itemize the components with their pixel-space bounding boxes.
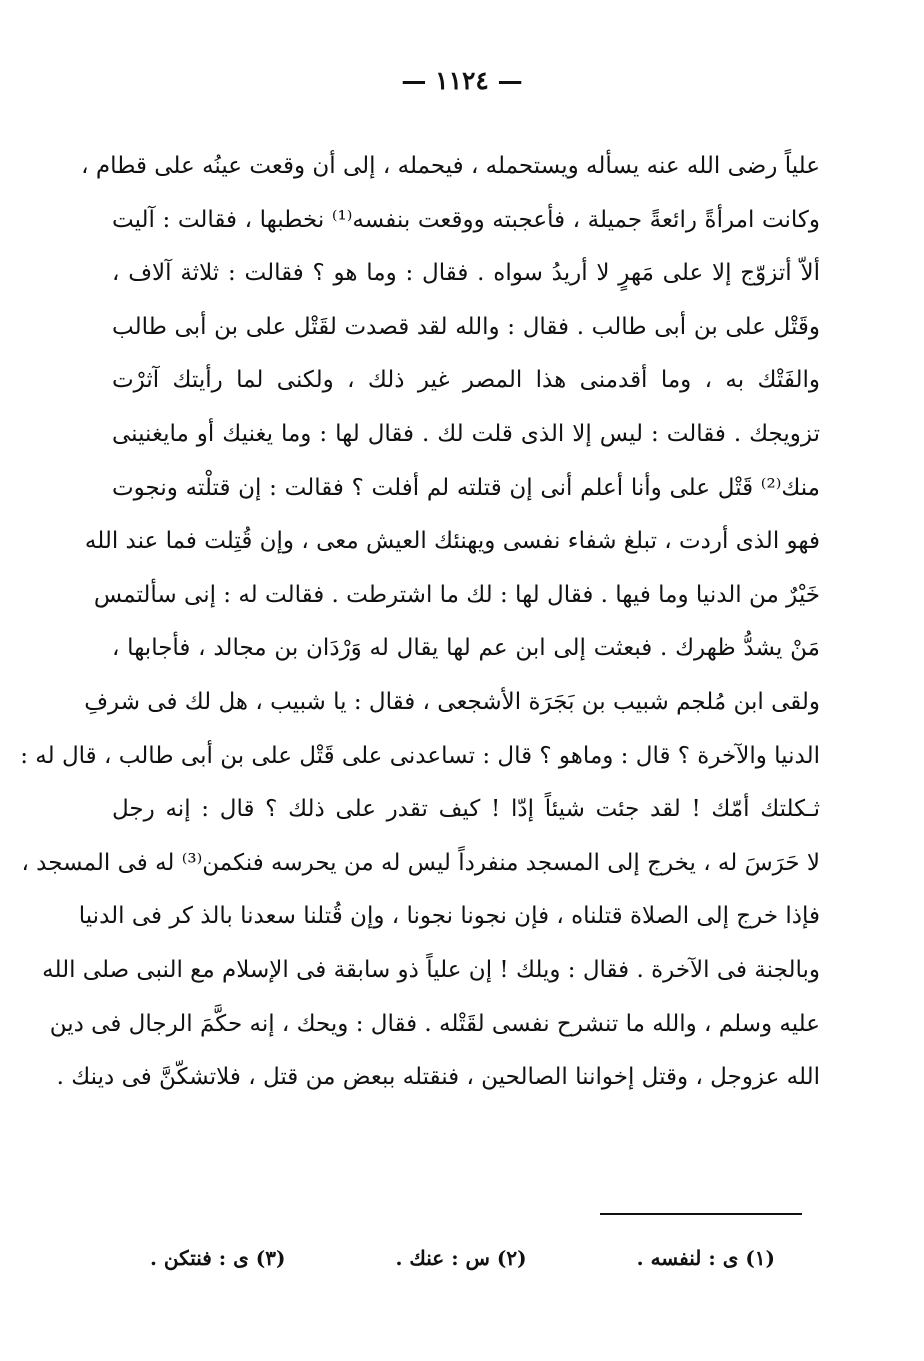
text-line: فهو الذى أردت ، تبلغ شفاء نفسى ويهنئك العيش معى ، وإن قُتِلت فما عند الله [84, 528, 820, 555]
text-line: الله عزوجل ، وقتل إخواننا الصالحين ، فنقتله ببعض من قتل ، فلاتشكّنَّ فى دينك . [56, 1064, 820, 1091]
footnotes [150, 1240, 775, 1276]
text-line: الدنيا والآخرة ؟ قال : وماهو ؟ قال : تساعدنى على قَتْل على بن أبى طالب ، قال له : [20, 742, 820, 769]
text-line: وبالجنة فى الآخرة . فقال : ويلك ! إن علياً ذو سابقة فى الإسلام مع النبى صلى الله [42, 956, 820, 983]
text-line: ألاّ أتزوّج إلا على مَهرٍ لا أريدُ سواه . فقال : وما هو ؟ فقالت : ثلاثة آلاف ، [112, 260, 820, 287]
text-line: فإذا خرج إلى الصلاة قتلناه ، فإن نجونا نجونا ، وإن قُتلنا سعدنا بالذ كر فى الدنيا [78, 903, 820, 930]
footnote-1: (١) ى : لنفسه . [636, 1246, 775, 1270]
text-line: والفَتْك به ، وما أقدمنى هذا المصر غير ذلك ، ولكنى لما رأيتك آثرْت [112, 367, 820, 394]
text-line: تزويجك . فقالت : ليس إلا الذى قلت لك . فقال لها : وما يغنيك أو مايغنينى [112, 420, 820, 447]
main-text [20, 140, 821, 1105]
footnote-3: (٣) ى : فنتكن . [150, 1246, 286, 1270]
page-number: — ١١٢٤ — [401, 66, 523, 95]
text-line: وكانت امرأةً رائعةً جميلة ، فأعجبته ووقعت بنفسه⁽¹⁾ نخطبها ، فقالت : آليت [112, 206, 820, 233]
text-line: وقَتْل على بن أبى طالب . فقال : والله لقد قصدت لقَتْل على بن أبى طالب [112, 313, 821, 340]
text-line: مَنْ يشدُّ ظهرك . فبعثت إلى ابن عم لها يقال له وَرْدَان بن مجالد ، فأجابها ، [112, 635, 820, 662]
text-line: عليه وسلم ، والله ما تنشرح نفسى لقَتْله . فقال : ويحك ، إنه حكَّمَ الرجال فى دين [49, 1010, 820, 1037]
text-line: منك⁽²⁾ قَتْل على وأنا أعلم أنى إن قتلته لم أفلت ؟ فقالت : إن قتلْته ونجوت [112, 474, 820, 501]
footnote-2: (٢) س : عنك . [395, 1246, 527, 1270]
text-line: لا حَرَسَ له ، يخرج إلى المسجد منفرداً ليس له من يحرسه فنكمن⁽³⁾ له فى المسجد ، [21, 849, 820, 876]
text-line: ثـكلتك أمّك ! لقد جئت شيئاً إدّا ! كيف تقدر على ذلك ؟ قال : إنه رجل [112, 796, 820, 823]
text-line: علياً رضى الله عنه يسأله ويستحمله ، فيحمله ، إلى أن وقعت عينُه على قطام ، [81, 153, 820, 179]
footnote-divider [600, 1213, 802, 1215]
text-line: ولقى ابن مُلجم شبيب بن بَجَرَة الأشجعى ، فقال : يا شبيب ، هل لك فى شرفِ [84, 688, 820, 715]
text-line: خَيْرٌ من الدنيا وما فيها . فقال لها : لك ما اشترطت . فقالت له : إنى سألتمس [93, 581, 820, 608]
